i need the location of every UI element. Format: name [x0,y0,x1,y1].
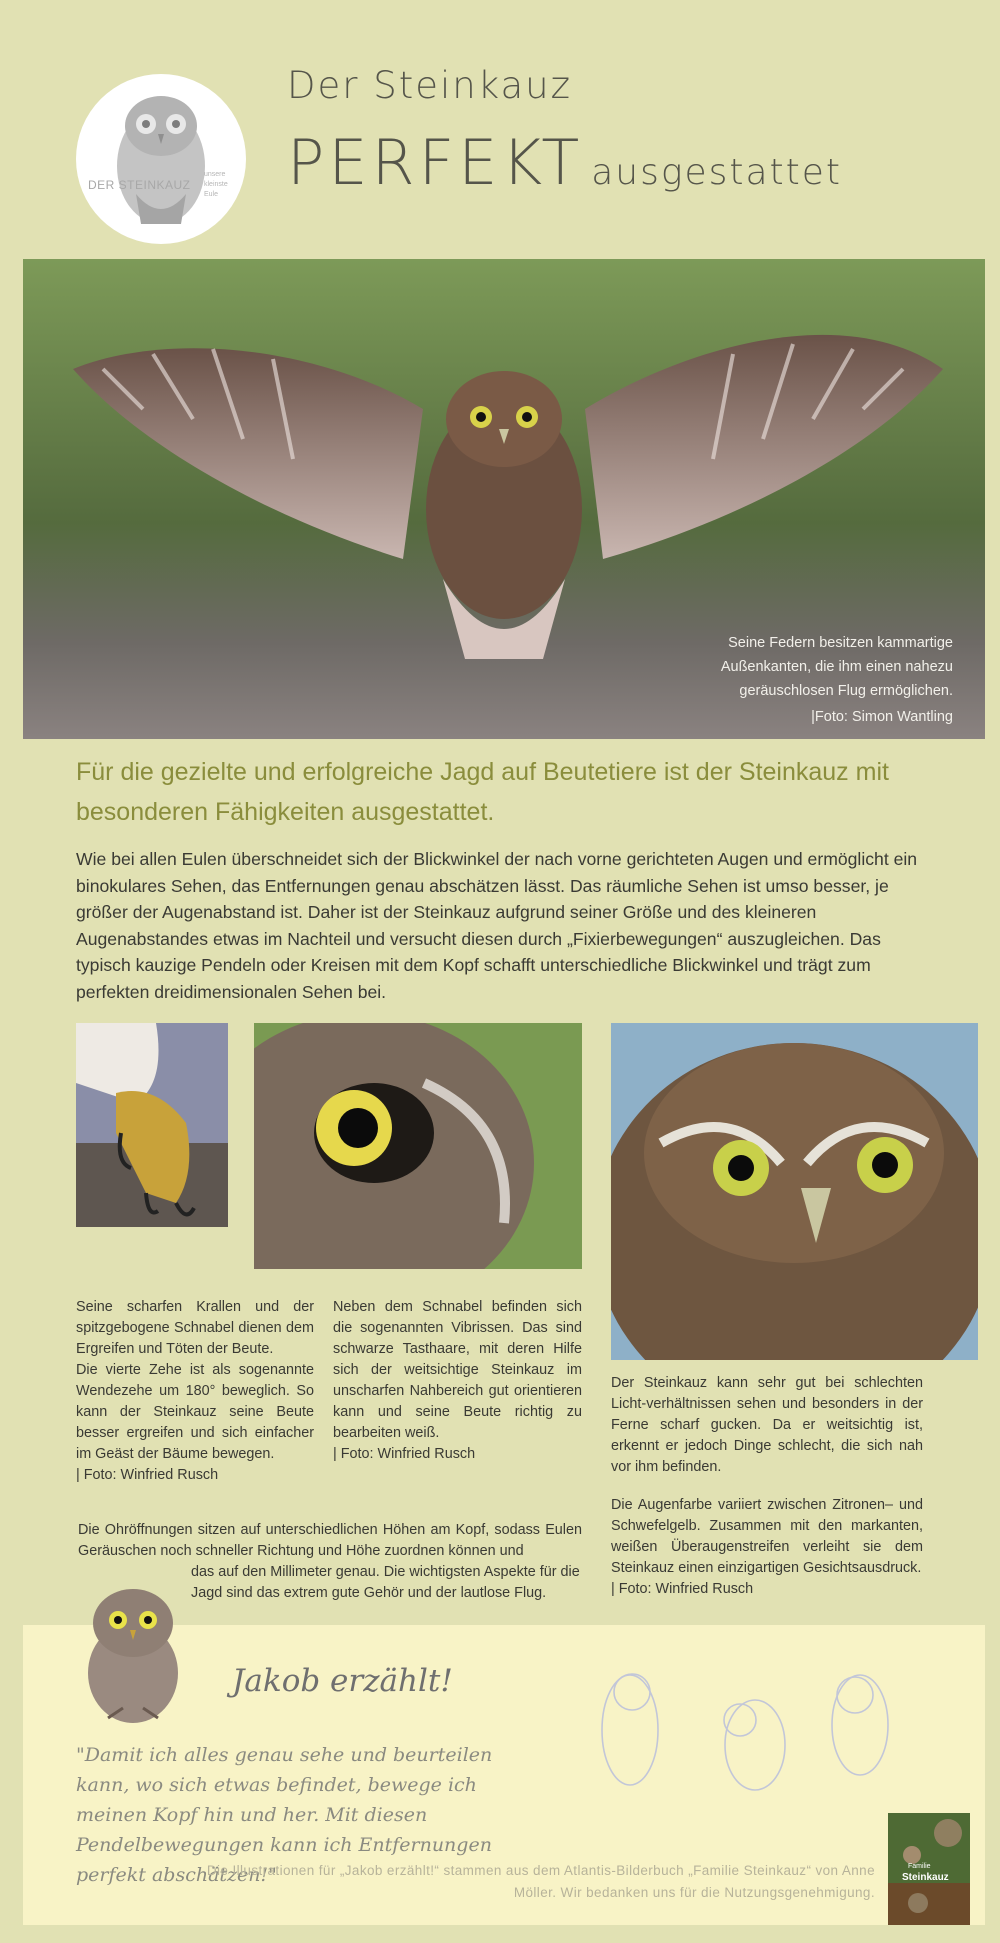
vibrissen-paragraph: Neben dem Schnabel befinden sich die sogenannten Vibrissen. Das sind schwarze Tasthaare, mit deren Hilfe sich der weitsichtige Steinkauz im unscharfen Nahbereich gut orientieren kann und seine Beute richtig zu bearbeiten weiß. [333,1299,582,1441]
eyes-paragraph-1: Der Steinkauz kann sehr gut bei schlechten Licht-verhältnissen sehen und besonders in der Ferne scharf gucken. Da er weitsichtig ist, erkennt er jedoch Dinge schlecht, die sich nah vor ihm befinden. [611,1375,923,1475]
hero-caption [703,631,953,729]
logo [76,74,246,244]
eye-photo [254,1023,582,1269]
title-big [287,128,842,208]
book-family: Familie [908,1863,931,1870]
claws-credit: | Foto: Winfried Rusch [76,1467,219,1483]
eye-closeup-image [254,1023,582,1269]
hero-caption-text: Seine Federn besitzen kammartige Außenkanten, die ihm einen nahezu geräuschlosen Flug ermöglichen. [720,635,953,699]
eyes-text-1 [611,1373,923,1478]
owl-face-photo [611,1023,978,1360]
logo-wordmark: DER STEINKAUZ [88,178,191,192]
jakob-owl-illustration [78,1578,188,1728]
title-big-sub: ausgestattet [591,152,843,193]
intro-paragraph: Wie bei allen Eulen überschneidet sich der Blickwinkel der nach vorne gerichteten Augen und ermöglicht ein binokulares Sehen, das Entfernungen genau abschätzen lässt. Das räumliche Sehen ist umso besser, je größer der Augenabstand ist. Daher ist der Steinkauz aufgrund seiner Größe und des kleineren Augenabstandes etwas im Nachteil und versucht diesen durch „Fixierbewegungen“ auszugleichen. Das typisch kauzige Pendeln oder Kreisen mit dem Kopf schafft unterschiedliche Blickwinkel und trägt zum perfekten dreidimensionalen Sehen bei. [76,849,918,1002]
claw-photo [76,1023,228,1227]
jakob-owl-icon [78,1578,188,1728]
claws-paragraph-1: Seine scharfen Krallen und der spitzgebogene Schnabel dienen dem Ergreifen und Töten der Beute. [76,1299,314,1357]
eyes-paragraph-2: Die Augenfarbe variiert zwischen Zitronen– und Schwefelgelb. Zusammen mit den markanten, weißen Überaugenstreifen verleiht sie dem Steinkauz einen einzigartigen Gesichtsausdruck. [611,1497,923,1576]
logo-tagline: unsere kleinste Eule [204,171,228,198]
owl-sketches-icon [590,1660,910,1810]
jakob-quote: "Damit ich alles genau sehe und beurteilen kann, wo sich etwas befindet, bewege ich meinen Kopf hin und her. Mit diesen Pendelbewegungen kann ich Entfernungen perfekt abschätzen!" [76,1744,493,1886]
lead-heading: Für die gezielte und erfolgreiche Jagd auf Beutetiere ist der Steinkauz mit besonderen Fähigkeiten ausgestattet. [76,758,889,826]
owl-sketches [590,1660,910,1810]
claws-text [76,1297,314,1486]
vibrissen-credit: | Foto: Winfried Rusch [333,1446,476,1462]
eyes-credit: | Foto: Winfried Rusch [611,1581,754,1597]
book-cover [888,1813,970,1925]
jakob-title: Jakob erzählt! [232,1663,453,1699]
owl-logo-icon [76,74,246,244]
owl-face-image [611,1023,978,1360]
hero-photo [23,259,985,739]
eyes-text-2 [611,1495,923,1600]
claw-image [76,1023,228,1227]
illustration-credit: Die Illustrationen für „Jakob erzählt!“ stammen aus dem Atlantis-Bilderbuch „Familie Steinkauz“ von Anne Möller. Wir bedanken uns für die Nutzungsgenehmigung. [206,1863,875,1900]
ears-line-1: Die Ohröffnungen sitzen auf unterschiedlichen Höhen am Kopf, sodass Eulen Geräuschen noch schneller Richtung und Höhe zuordnen können und [78,1522,582,1559]
claws-paragraph-2: Die vierte Zehe ist als sogenannte Wendezehe um 180° beweglich. So kann der Steinkauz seine Beute besser ergreifen und sich einfacher im Geäst der Bäume bewegen. [76,1362,314,1462]
book-name: Steinkauz [902,1872,949,1883]
title-big-main: PERFEKT [287,126,584,199]
ears-line-rest: das auf den Millimeter genau. Die wichtigsten Aspekte für die Jagd sind das extrem gute Gehör und der lautlose Flug. [191,1564,580,1601]
vibrissen-text [333,1297,582,1465]
title-small: Der Steinkauz [287,64,573,107]
hero-credit: |Foto: Simon Wantling [811,709,953,725]
